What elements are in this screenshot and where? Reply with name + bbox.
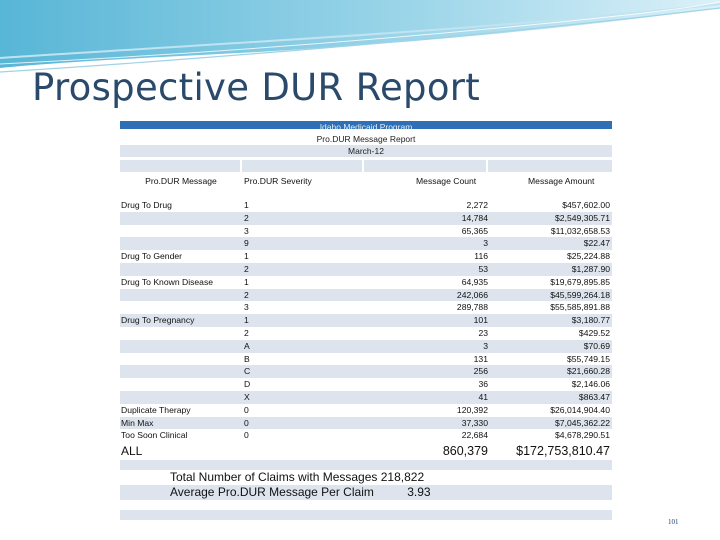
- cell-message: [120, 289, 242, 302]
- cell-amount: $2,146.06: [571, 379, 610, 390]
- summary-average-text: Average Pro.DUR Message Per Claim 3.93: [170, 485, 431, 500]
- cell-count: 131: [473, 353, 488, 364]
- cell-amount: $55,749.15: [566, 353, 610, 364]
- cell-amount: $21,660.28: [566, 366, 610, 377]
- table-row: [120, 289, 612, 302]
- report-period: March-12: [120, 145, 612, 157]
- cell-severity: 0: [244, 417, 249, 428]
- table-header-row: [120, 175, 612, 199]
- cell-severity: X: [244, 391, 250, 402]
- cell-severity: A: [244, 340, 250, 351]
- table-row: [120, 250, 612, 263]
- table-row: [120, 417, 612, 430]
- cell-message: Drug To Pregnancy: [121, 315, 195, 326]
- cell-count: 256: [473, 366, 488, 377]
- cell-count: 41: [478, 391, 488, 402]
- cell-message: Drug To Gender: [121, 251, 182, 262]
- cell-count: 37,330: [461, 417, 488, 428]
- cell-severity: 2: [244, 289, 249, 300]
- cell-message: [120, 391, 242, 404]
- table-row: [120, 225, 612, 238]
- report-grid: [120, 175, 612, 442]
- table-row: [120, 212, 612, 225]
- spacer-row: [120, 160, 612, 172]
- table-row: [120, 314, 612, 327]
- cell-message: [120, 378, 242, 391]
- cell-severity: 1: [244, 276, 249, 287]
- cell-message: Drug To Drug: [121, 200, 172, 210]
- cell-severity: 1: [244, 251, 249, 262]
- cell-count: 23: [478, 327, 488, 338]
- table-row: [120, 353, 612, 366]
- cell-severity: C: [244, 366, 251, 377]
- cell-count: 3: [483, 238, 488, 249]
- cell-count: 3: [483, 340, 488, 351]
- total-label: ALL: [121, 444, 143, 459]
- cell-amount: $429.52: [578, 327, 610, 338]
- cell-severity: D: [244, 379, 251, 390]
- cell-message: [120, 353, 242, 366]
- cell-message: [120, 340, 242, 353]
- cell-count: 101: [473, 315, 488, 326]
- cell-severity: 3: [244, 302, 249, 313]
- cell-severity: 1: [244, 315, 249, 326]
- cell-count: 289,788: [456, 302, 488, 313]
- cell-amount: $2,549,305.71: [555, 212, 610, 223]
- cell-amount: $863.47: [578, 391, 610, 402]
- table-row: [120, 365, 612, 378]
- cell-severity: B: [244, 353, 250, 364]
- table-row: [120, 378, 612, 391]
- cell-count: 14,784: [461, 212, 488, 223]
- cell-message: [120, 327, 242, 340]
- total-amount: $172,753,810.47: [516, 444, 610, 459]
- cell-amount: $3,180.77: [571, 315, 610, 326]
- dur-report-table: [120, 121, 612, 520]
- cell-message: Too Soon Clinical: [121, 430, 188, 441]
- cell-amount: $25,224.88: [566, 251, 610, 262]
- table-row: [120, 301, 612, 314]
- table-row: [120, 327, 612, 340]
- total-count: 860,379: [442, 444, 488, 459]
- table-row: [120, 340, 612, 353]
- cell-message: Min Max: [121, 417, 154, 428]
- report-name: Pro.DUR Message Report: [316, 134, 416, 144]
- report-summary: [120, 460, 612, 520]
- header-count: Message Count: [416, 176, 477, 186]
- cell-severity: 0: [244, 430, 249, 441]
- table-row: [120, 276, 612, 289]
- total-row: [120, 442, 612, 460]
- cell-severity: 1: [244, 200, 249, 210]
- cell-severity: 3: [244, 225, 249, 236]
- summary-average-row: [120, 485, 612, 500]
- cell-message: Drug To Known Disease: [121, 276, 214, 287]
- cell-amount: $4,678,290.51: [555, 430, 610, 441]
- table-row: [120, 391, 612, 404]
- cell-amount: $457,602.00: [562, 200, 610, 210]
- cell-severity: 2: [244, 212, 249, 223]
- cell-count: 64,935: [461, 276, 488, 287]
- cell-count: 242,066: [456, 289, 488, 300]
- cell-amount: $45,599,264.18: [550, 289, 610, 300]
- table-row: [120, 404, 612, 417]
- cell-amount: $70.69: [583, 340, 610, 351]
- cell-amount: $1,287.90: [571, 263, 610, 274]
- header-amount: Message Amount: [528, 176, 595, 186]
- table-row: [120, 237, 612, 250]
- table-row: [120, 263, 612, 276]
- page-number: 101: [668, 518, 679, 526]
- cell-amount: $26,014,904.40: [550, 404, 610, 415]
- table-row: [120, 429, 612, 442]
- cell-message: Duplicate Therapy: [121, 404, 191, 415]
- cell-count: 116: [474, 251, 488, 262]
- header-severity: Pro.DUR Severity: [244, 176, 312, 186]
- cell-amount: $11,032,658.53: [550, 225, 610, 236]
- cell-count: 65,365: [461, 225, 488, 236]
- cell-severity: 2: [244, 263, 249, 274]
- cell-amount: $7,045,362.22: [555, 417, 610, 428]
- cell-severity: 9: [244, 238, 249, 249]
- cell-count: 2,272: [466, 200, 488, 210]
- cell-message: [120, 301, 242, 314]
- slide-title: Prospective DUR Report: [32, 66, 481, 109]
- cell-count: 53: [478, 263, 488, 274]
- cell-amount: $22.47: [583, 238, 610, 249]
- summary-claims-row: [120, 470, 612, 485]
- cell-count: 120,392: [456, 404, 488, 415]
- report-program-name: Idaho Medicaid Program: [319, 122, 413, 132]
- header-message: Pro.DUR Message: [145, 176, 217, 186]
- cell-message: [120, 225, 242, 238]
- cell-message: [120, 237, 242, 250]
- cell-severity: 0: [244, 404, 249, 415]
- cell-severity: 2: [244, 327, 249, 338]
- cell-message: [120, 212, 242, 225]
- cell-message: [120, 365, 242, 378]
- cell-amount: $19,679,895.85: [550, 276, 610, 287]
- table-row: [120, 199, 612, 212]
- cell-message: [120, 263, 242, 276]
- cell-amount: $55,585,891.88: [550, 302, 610, 313]
- cell-count: 22,684: [461, 430, 488, 441]
- summary-claims-text: Total Number of Claims with Messages 218,822: [170, 470, 425, 485]
- cell-count: 36: [478, 379, 488, 390]
